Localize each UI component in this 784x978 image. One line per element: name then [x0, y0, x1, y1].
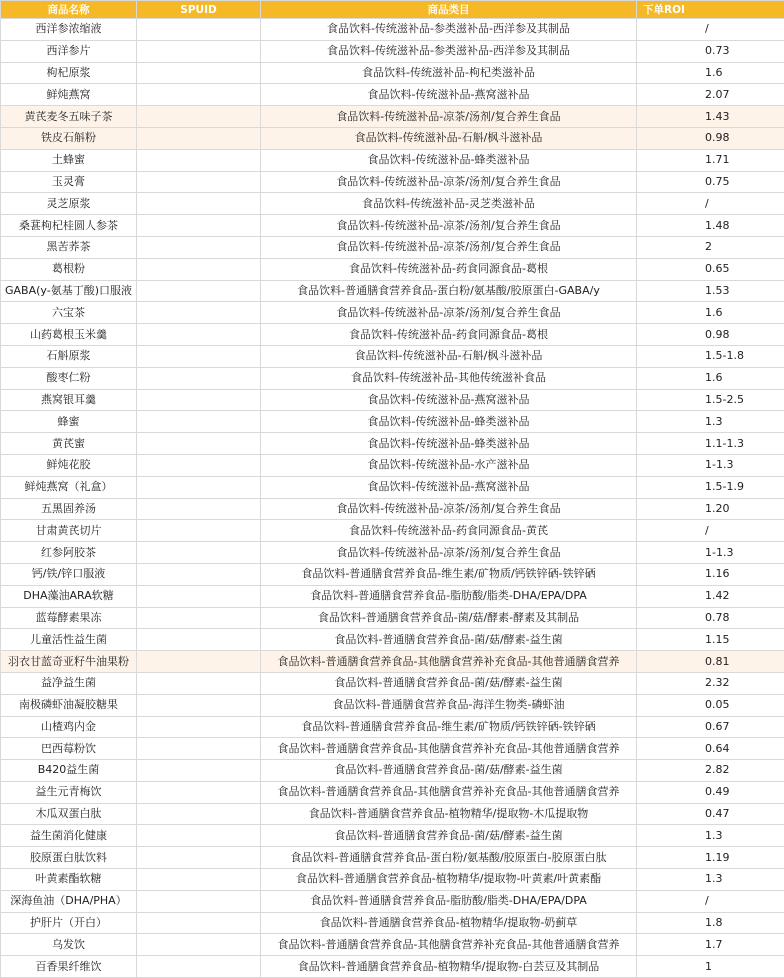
product-name-cell[interactable]: 黄芪蜜 — [1, 433, 137, 455]
roi-cell[interactable]: 0.49 — [637, 781, 784, 803]
category-cell[interactable]: 食品饮料-传统滋补品-灵芝类滋补品 — [261, 193, 637, 215]
category-cell[interactable]: 食品饮料-普通膳食营养食品-其他膳食营养补充食品-其他普通膳食营养 — [261, 651, 637, 673]
category-cell[interactable]: 食品饮料-传统滋补品-药食同源食品-葛根 — [261, 324, 637, 346]
roi-cell[interactable]: 1.5-2.5 — [637, 389, 784, 411]
table-row[interactable] — [1, 40, 784, 62]
roi-cell[interactable]: 2.07 — [637, 84, 784, 106]
roi-cell[interactable]: 0.78 — [637, 607, 784, 629]
category-cell[interactable]: 食品饮料-普通膳食营养食品-海洋生物类-磷虾油 — [261, 694, 637, 716]
category-cell[interactable]: 食品饮料-传统滋补品-燕窝滋补品 — [261, 476, 637, 498]
roi-cell[interactable]: 1.16 — [637, 563, 784, 585]
spuid-cell[interactable] — [137, 324, 261, 346]
product-name-cell[interactable]: 南极磷虾油凝胶糖果 — [1, 694, 137, 716]
product-name-cell[interactable]: 儿童活性益生菌 — [1, 629, 137, 651]
category-cell[interactable]: 食品饮料-传统滋补品-参类滋补品-西洋参及其制品 — [261, 19, 637, 41]
category-cell[interactable]: 食品饮料-普通膳食营养食品-脂肪酸/脂类-DHA/EPA/DPA — [261, 585, 637, 607]
product-name-cell[interactable]: 山楂鸡内金 — [1, 716, 137, 738]
spuid-cell[interactable] — [137, 433, 261, 455]
table-row[interactable] — [1, 738, 784, 760]
spuid-cell[interactable] — [137, 912, 261, 934]
roi-cell[interactable]: 0.05 — [637, 694, 784, 716]
roi-cell[interactable]: 1-1.3 — [637, 454, 784, 476]
spuid-cell[interactable] — [137, 106, 261, 128]
table-row[interactable] — [1, 781, 784, 803]
category-cell[interactable]: 食品饮料-传统滋补品-枸杞类滋补品 — [261, 62, 637, 84]
spuid-cell[interactable] — [137, 258, 261, 280]
category-cell[interactable]: 食品饮料-传统滋补品-凉茶/汤剂/复合养生食品 — [261, 236, 637, 258]
product-name-cell[interactable]: 红参阿胶茶 — [1, 542, 137, 564]
roi-cell[interactable]: / — [637, 890, 784, 912]
roi-cell[interactable]: 1.3 — [637, 411, 784, 433]
category-cell[interactable]: 食品饮料-传统滋补品-药食同源食品-葛根 — [261, 258, 637, 280]
category-cell[interactable]: 食品饮料-传统滋补品-蜂类滋补品 — [261, 411, 637, 433]
category-cell[interactable]: 食品饮料-普通膳食营养食品-其他膳食营养补充食品-其他普通膳食营养 — [261, 738, 637, 760]
table-row[interactable] — [1, 433, 784, 455]
table-row[interactable] — [1, 215, 784, 237]
spuid-cell[interactable] — [137, 84, 261, 106]
table-row[interactable] — [1, 934, 784, 956]
category-cell[interactable]: 食品饮料-普通膳食营养食品-菌/菇/酵素-益生菌 — [261, 760, 637, 782]
roi-cell[interactable]: 2.82 — [637, 760, 784, 782]
category-cell[interactable]: 食品饮料-传统滋补品-凉茶/汤剂/复合养生食品 — [261, 171, 637, 193]
table-row[interactable] — [1, 302, 784, 324]
table-row[interactable] — [1, 825, 784, 847]
roi-cell[interactable]: 0.73 — [637, 40, 784, 62]
roi-cell[interactable]: 1.6 — [637, 367, 784, 389]
category-cell[interactable]: 食品饮料-传统滋补品-水产滋补品 — [261, 454, 637, 476]
header-row — [1, 1, 784, 19]
product-name-cell[interactable]: 土蜂蜜 — [1, 149, 137, 171]
roi-cell[interactable]: 1.48 — [637, 215, 784, 237]
spuid-cell[interactable] — [137, 847, 261, 869]
spuid-cell[interactable] — [137, 890, 261, 912]
roi-cell[interactable]: 0.98 — [637, 324, 784, 346]
spuid-cell[interactable] — [137, 672, 261, 694]
roi-cell[interactable]: 1.6 — [637, 302, 784, 324]
table-row[interactable] — [1, 19, 784, 41]
table-body — [1, 19, 784, 978]
product-name-cell[interactable]: 六宝茶 — [1, 302, 137, 324]
category-cell[interactable]: 食品饮料-传统滋补品-凉茶/汤剂/复合养生食品 — [261, 215, 637, 237]
product-name-cell[interactable]: 黄芪麦冬五味子茶 — [1, 106, 137, 128]
category-cell[interactable]: 食品饮料-普通膳食营养食品-菌/菇/酵素-酵素及其制品 — [261, 607, 637, 629]
product-name-cell[interactable]: 甘肃黄芪切片 — [1, 520, 137, 542]
category-cell[interactable]: 食品饮料-传统滋补品-其他传统滋补食品 — [261, 367, 637, 389]
roi-cell[interactable]: 0.98 — [637, 127, 784, 149]
product-name-cell[interactable]: 石斛原浆 — [1, 345, 137, 367]
table-row[interactable] — [1, 869, 784, 891]
roi-cell[interactable]: 2.32 — [637, 672, 784, 694]
table-row[interactable] — [1, 127, 784, 149]
table-row[interactable] — [1, 716, 784, 738]
product-name-cell[interactable]: 乌发饮 — [1, 934, 137, 956]
spuid-cell[interactable] — [137, 934, 261, 956]
table-row[interactable] — [1, 956, 784, 978]
table-row[interactable] — [1, 149, 784, 171]
table-row[interactable] — [1, 367, 784, 389]
product-name-cell[interactable]: 巴西莓粉饮 — [1, 738, 137, 760]
roi-cell[interactable]: 1.53 — [637, 280, 784, 302]
product-name-cell[interactable]: 西洋参片 — [1, 40, 137, 62]
table-row[interactable] — [1, 585, 784, 607]
product-name-cell[interactable]: 鲜炖花胶 — [1, 454, 137, 476]
roi-cell[interactable]: 0.67 — [637, 716, 784, 738]
spuid-cell[interactable] — [137, 869, 261, 891]
table-row[interactable] — [1, 193, 784, 215]
category-cell[interactable]: 食品饮料-普通膳食营养食品-植物精华/提取物-奶蓟草 — [261, 912, 637, 934]
spuid-cell[interactable] — [137, 40, 261, 62]
spuid-cell[interactable] — [137, 280, 261, 302]
spuid-cell[interactable] — [137, 171, 261, 193]
header-category[interactable]: 商品类目 — [261, 1, 637, 19]
category-cell[interactable]: 食品饮料-传统滋补品-凉茶/汤剂/复合养生食品 — [261, 542, 637, 564]
roi-cell[interactable]: 1.8 — [637, 912, 784, 934]
spuid-cell[interactable] — [137, 302, 261, 324]
product-name-cell[interactable]: 深海鱼油（DHA/PHA） — [1, 890, 137, 912]
table-row[interactable] — [1, 454, 784, 476]
product-name-cell[interactable]: DHA藻油ARA软糖 — [1, 585, 137, 607]
product-name-cell[interactable]: GABA(y-氨基丁酸)口服液 — [1, 280, 137, 302]
roi-cell[interactable]: 1.19 — [637, 847, 784, 869]
spuid-cell[interactable] — [137, 19, 261, 41]
product-name-cell[interactable]: 益净益生菌 — [1, 672, 137, 694]
product-name-cell[interactable]: 鲜炖燕窝 — [1, 84, 137, 106]
roi-cell[interactable]: 1-1.3 — [637, 542, 784, 564]
roi-cell[interactable]: 0.75 — [637, 171, 784, 193]
table-row[interactable] — [1, 171, 784, 193]
product-name-cell[interactable]: 五黑固养汤 — [1, 498, 137, 520]
roi-cell[interactable]: 1.7 — [637, 934, 784, 956]
table-row[interactable] — [1, 84, 784, 106]
table-row[interactable] — [1, 411, 784, 433]
roi-cell[interactable]: 0.47 — [637, 803, 784, 825]
category-cell[interactable]: 食品饮料-普通膳食营养食品-植物精华/提取物-叶黄素/叶黄素酯 — [261, 869, 637, 891]
spuid-cell[interactable] — [137, 498, 261, 520]
roi-cell[interactable]: 1.6 — [637, 62, 784, 84]
table-row[interactable] — [1, 651, 784, 673]
roi-cell[interactable]: 1.3 — [637, 869, 784, 891]
category-cell[interactable]: 食品饮料-普通膳食营养食品-植物精华/提取物-白芸豆及其制品 — [261, 956, 637, 978]
spuid-cell[interactable] — [137, 738, 261, 760]
roi-cell[interactable]: / — [637, 19, 784, 41]
category-cell[interactable]: 食品饮料-传统滋补品-凉茶/汤剂/复合养生食品 — [261, 498, 637, 520]
product-name-cell[interactable]: 酸枣仁粉 — [1, 367, 137, 389]
table-row[interactable] — [1, 324, 784, 346]
category-cell[interactable]: 食品饮料-传统滋补品-凉茶/汤剂/复合养生食品 — [261, 302, 637, 324]
category-cell[interactable]: 食品饮料-传统滋补品-石斛/枫斗滋补品 — [261, 345, 637, 367]
category-cell[interactable]: 食品饮料-普通膳食营养食品-菌/菇/酵素-益生菌 — [261, 672, 637, 694]
roi-cell[interactable]: 1.1-1.3 — [637, 433, 784, 455]
roi-cell[interactable]: 0.81 — [637, 651, 784, 673]
category-cell[interactable]: 食品饮料-传统滋补品-蜂类滋补品 — [261, 433, 637, 455]
spuid-cell[interactable] — [137, 389, 261, 411]
product-name-cell[interactable]: 山药葛根玉米羹 — [1, 324, 137, 346]
product-name-cell[interactable]: 钙/铁/锌口服液 — [1, 563, 137, 585]
product-name-cell[interactable]: B420益生菌 — [1, 760, 137, 782]
spuid-cell[interactable] — [137, 607, 261, 629]
spuid-cell[interactable] — [137, 956, 261, 978]
category-cell[interactable]: 食品饮料-传统滋补品-药食同源食品-黄芪 — [261, 520, 637, 542]
table-row[interactable] — [1, 847, 784, 869]
product-name-cell[interactable]: 玉灵膏 — [1, 171, 137, 193]
product-name-cell[interactable]: 鲜炖燕窝（礼盒） — [1, 476, 137, 498]
roi-cell[interactable]: 1.43 — [637, 106, 784, 128]
table-row[interactable] — [1, 694, 784, 716]
category-cell[interactable]: 食品饮料-传统滋补品-蜂类滋补品 — [261, 149, 637, 171]
spuid-cell[interactable] — [137, 585, 261, 607]
table-row[interactable] — [1, 62, 784, 84]
category-cell[interactable]: 食品饮料-普通膳食营养食品-脂肪酸/脂类-DHA/EPA/DPA — [261, 890, 637, 912]
product-name-cell[interactable]: 蓝莓酵素果冻 — [1, 607, 137, 629]
spuid-cell[interactable] — [137, 781, 261, 803]
spuid-cell[interactable] — [137, 454, 261, 476]
product-name-cell[interactable]: 蜂蜜 — [1, 411, 137, 433]
category-cell[interactable]: 食品饮料-传统滋补品-凉茶/汤剂/复合养生食品 — [261, 106, 637, 128]
header-spuid[interactable]: SPUID — [137, 1, 261, 19]
product-name-cell[interactable]: 铁皮石斛粉 — [1, 127, 137, 149]
spuid-cell[interactable] — [137, 825, 261, 847]
spuid-cell[interactable] — [137, 411, 261, 433]
spuid-cell[interactable] — [137, 629, 261, 651]
spuid-cell[interactable] — [137, 476, 261, 498]
category-cell[interactable]: 食品饮料-普通膳食营养食品-蛋白粉/氨基酸/胶原蛋白-GABA/y — [261, 280, 637, 302]
spuid-cell[interactable] — [137, 760, 261, 782]
category-cell[interactable]: 食品饮料-传统滋补品-燕窝滋补品 — [261, 84, 637, 106]
product-name-cell[interactable]: 燕窝银耳羹 — [1, 389, 137, 411]
table-row[interactable] — [1, 912, 784, 934]
table-row[interactable] — [1, 890, 784, 912]
table-row[interactable] — [1, 760, 784, 782]
table-row[interactable] — [1, 280, 784, 302]
category-cell[interactable]: 食品饮料-普通膳食营养食品-菌/菇/酵素-益生菌 — [261, 629, 637, 651]
roi-cell[interactable]: 1.71 — [637, 149, 784, 171]
spuid-cell[interactable] — [137, 345, 261, 367]
spuid-cell[interactable] — [137, 694, 261, 716]
table-row[interactable] — [1, 672, 784, 694]
roi-cell[interactable]: 1.42 — [637, 585, 784, 607]
roi-cell[interactable]: 0.64 — [637, 738, 784, 760]
category-cell[interactable]: 食品饮料-普通膳食营养食品-维生素/矿物质/钙铁锌硒-铁锌硒 — [261, 563, 637, 585]
product-name-cell[interactable]: 枸杞原浆 — [1, 62, 137, 84]
roi-cell[interactable]: 1 — [637, 956, 784, 978]
product-name-cell[interactable]: 益生元青梅饮 — [1, 781, 137, 803]
category-cell[interactable]: 食品饮料-普通膳食营养食品-植物精华/提取物-木瓜提取物 — [261, 803, 637, 825]
table-row[interactable] — [1, 498, 784, 520]
roi-cell[interactable]: / — [637, 520, 784, 542]
table-row[interactable] — [1, 476, 784, 498]
spuid-cell[interactable] — [137, 563, 261, 585]
roi-cell[interactable]: 1.5-1.9 — [637, 476, 784, 498]
header-roi[interactable]: 下单ROI — [637, 1, 784, 19]
spuid-cell[interactable] — [137, 716, 261, 738]
product-name-cell[interactable]: 羽衣甘蓝奇亚籽牛油果粉 — [1, 651, 137, 673]
category-cell[interactable]: 食品饮料-普通膳食营养食品-其他膳食营养补充食品-其他普通膳食营养 — [261, 934, 637, 956]
table-row[interactable] — [1, 803, 784, 825]
spuid-cell[interactable] — [137, 127, 261, 149]
roi-cell[interactable]: 1.15 — [637, 629, 784, 651]
product-name-cell[interactable]: 百香果纤维饮 — [1, 956, 137, 978]
category-cell[interactable]: 食品饮料-普通膳食营养食品-其他膳食营养补充食品-其他普通膳食营养 — [261, 781, 637, 803]
table-row[interactable] — [1, 563, 784, 585]
roi-cell[interactable]: / — [637, 193, 784, 215]
category-cell[interactable]: 食品饮料-传统滋补品-石斛/枫斗滋补品 — [261, 127, 637, 149]
roi-cell[interactable]: 1.3 — [637, 825, 784, 847]
category-cell[interactable]: 食品饮料-普通膳食营养食品-菌/菇/酵素-益生菌 — [261, 825, 637, 847]
table-row[interactable] — [1, 542, 784, 564]
category-cell[interactable]: 食品饮料-传统滋补品-燕窝滋补品 — [261, 389, 637, 411]
spuid-cell[interactable] — [137, 62, 261, 84]
product-name-cell[interactable]: 葛根粉 — [1, 258, 137, 280]
table-row[interactable] — [1, 607, 784, 629]
table-row[interactable] — [1, 106, 784, 128]
table-row[interactable] — [1, 258, 784, 280]
table-row[interactable] — [1, 345, 784, 367]
product-name-cell[interactable]: 胶原蛋白肽饮料 — [1, 847, 137, 869]
spuid-cell[interactable] — [137, 193, 261, 215]
table-row[interactable] — [1, 629, 784, 651]
spuid-cell[interactable] — [137, 803, 261, 825]
category-cell[interactable]: 食品饮料-传统滋补品-参类滋补品-西洋参及其制品 — [261, 40, 637, 62]
product-name-cell[interactable]: 黑苦荞茶 — [1, 236, 137, 258]
spuid-cell[interactable] — [137, 651, 261, 673]
category-cell[interactable]: 食品饮料-普通膳食营养食品-蛋白粉/氨基酸/胶原蛋白-胶原蛋白肽 — [261, 847, 637, 869]
product-name-cell[interactable]: 木瓜双蛋白肽 — [1, 803, 137, 825]
spuid-cell[interactable] — [137, 215, 261, 237]
spuid-cell[interactable] — [137, 542, 261, 564]
spuid-cell[interactable] — [137, 367, 261, 389]
spuid-cell[interactable] — [137, 236, 261, 258]
roi-cell[interactable]: 1.5-1.8 — [637, 345, 784, 367]
table-row[interactable] — [1, 236, 784, 258]
product-name-cell[interactable]: 叶黄素酯软糖 — [1, 869, 137, 891]
spuid-cell[interactable] — [137, 149, 261, 171]
table-row[interactable] — [1, 520, 784, 542]
product-name-cell[interactable]: 桑葚枸杞桂圆人参茶 — [1, 215, 137, 237]
roi-cell[interactable]: 1.20 — [637, 498, 784, 520]
category-cell[interactable]: 食品饮料-普通膳食营养食品-维生素/矿物质/钙铁锌硒-铁锌硒 — [261, 716, 637, 738]
roi-cell[interactable]: 0.65 — [637, 258, 784, 280]
header-product-name[interactable]: 商品名称 — [1, 1, 137, 19]
product-name-cell[interactable]: 西洋参浓缩液 — [1, 19, 137, 41]
product-name-cell[interactable]: 护肝片（开白） — [1, 912, 137, 934]
roi-cell[interactable]: 2 — [637, 236, 784, 258]
spuid-cell[interactable] — [137, 520, 261, 542]
product-name-cell[interactable]: 益生菌消化健康 — [1, 825, 137, 847]
product-name-cell[interactable]: 灵芝原浆 — [1, 193, 137, 215]
table-row[interactable] — [1, 389, 784, 411]
